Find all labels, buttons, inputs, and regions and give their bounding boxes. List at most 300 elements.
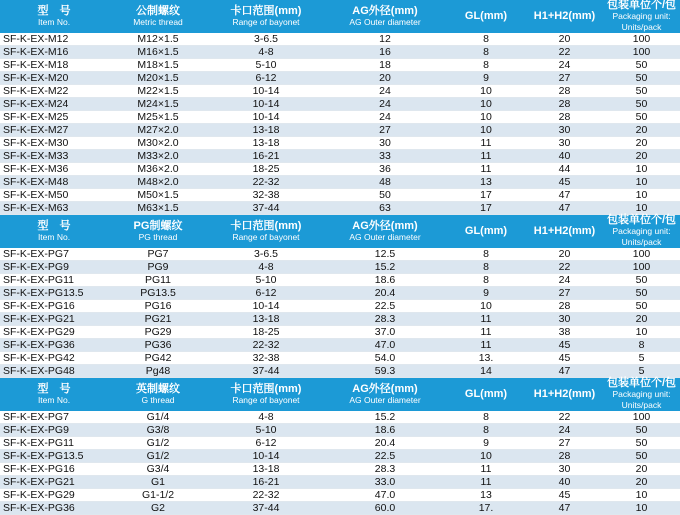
cell-item-no: SF-K-EX-M30	[0, 137, 108, 150]
cell-bayonet-range: 5-10	[208, 59, 324, 72]
cell-gl: 17	[446, 189, 526, 202]
header-label-cn: 型 号	[37, 382, 71, 395]
header-h1-h2	[526, 215, 603, 249]
cell-ag-outer-diameter: 20	[324, 72, 446, 85]
cell-item-no: SF-K-EX-PG36	[0, 339, 108, 352]
cell-gl: 11	[446, 163, 526, 176]
table-row	[0, 72, 680, 85]
cell-packaging-unit: 50	[603, 287, 680, 300]
cell-h1-h2: 28	[526, 98, 603, 111]
header-thread	[108, 215, 208, 249]
table-row	[0, 33, 680, 46]
header-label-en: Item No.	[37, 16, 71, 27]
cell-ag-outer-diameter: 16	[324, 46, 446, 59]
header-label-en: Packaging unit: Units/pack	[612, 226, 671, 247]
cell-ag-outer-diameter: 18.6	[324, 274, 446, 287]
cell-packaging-unit: 50	[603, 300, 680, 313]
header-label-cn: 包装单位个/包	[606, 377, 677, 389]
cell-packaging-unit: 50	[603, 72, 680, 85]
header-packaging-unit	[603, 0, 680, 33]
cell-h1-h2: 28	[526, 85, 603, 98]
cell-packaging-unit: 100	[603, 248, 680, 261]
cell-bayonet-range: 10-14	[208, 111, 324, 124]
header-label-en: Packaging unit: Units/pack	[612, 389, 671, 410]
table-row	[0, 59, 680, 72]
cell-packaging-unit: 10	[603, 189, 680, 202]
cell-packaging-unit: 50	[603, 111, 680, 124]
cell-thread: M63×1.5	[108, 202, 208, 215]
cell-ag-outer-diameter: 37.0	[324, 326, 446, 339]
cell-ag-outer-diameter: 28.3	[324, 463, 446, 476]
cell-packaging-unit: 50	[603, 85, 680, 98]
cell-thread: M22×1.5	[108, 85, 208, 98]
cell-item-no: SF-K-EX-PG48	[0, 365, 108, 378]
cell-thread: PG13.5	[108, 287, 208, 300]
cell-h1-h2: 40	[526, 150, 603, 163]
cell-thread: M36×2.0	[108, 163, 208, 176]
cell-gl: 10	[446, 300, 526, 313]
table-row	[0, 163, 680, 176]
cell-gl: 10	[446, 111, 526, 124]
cell-packaging-unit: 8	[603, 339, 680, 352]
cell-h1-h2: 38	[526, 326, 603, 339]
header-label-en: Item No.	[37, 394, 71, 405]
cell-gl: 11	[446, 150, 526, 163]
cell-bayonet-range: 13-18	[208, 137, 324, 150]
header-gl	[446, 378, 526, 412]
header-label-en: Metric thread	[133, 16, 183, 27]
cell-bayonet-range: 32-38	[208, 189, 324, 202]
cell-h1-h2: 45	[526, 352, 603, 365]
cell-bayonet-range: 18-25	[208, 163, 324, 176]
header-label-cn: 卡口范围(mm)	[230, 219, 302, 232]
header-ag-outer-diameter	[324, 378, 446, 412]
cell-h1-h2: 47	[526, 365, 603, 378]
cell-gl: 10	[446, 124, 526, 137]
cell-packaging-unit: 50	[603, 450, 680, 463]
header-label-cn: H1+H2(mm)	[533, 388, 596, 400]
cell-thread: M33×2.0	[108, 150, 208, 163]
cell-item-no: SF-K-EX-PG42	[0, 352, 108, 365]
header-label-cn: 卡口范围(mm)	[230, 382, 302, 395]
table-row	[0, 274, 680, 287]
header-gl	[446, 215, 526, 249]
cell-h1-h2: 24	[526, 274, 603, 287]
cell-ag-outer-diameter: 12	[324, 33, 446, 46]
header-label-cn: 型 号	[37, 219, 71, 232]
cell-gl: 11	[446, 476, 526, 489]
cell-ag-outer-diameter: 22.5	[324, 300, 446, 313]
cell-h1-h2: 30	[526, 124, 603, 137]
cell-bayonet-range: 4-8	[208, 411, 324, 424]
cell-thread: Pg48	[108, 365, 208, 378]
cell-packaging-unit: 10	[603, 502, 680, 515]
cell-gl: 11	[446, 313, 526, 326]
cell-ag-outer-diameter: 18.6	[324, 424, 446, 437]
cell-gl: 11	[446, 463, 526, 476]
cell-gl: 8	[446, 424, 526, 437]
cell-item-no: SF-K-EX-PG36	[0, 502, 108, 515]
header-gl	[446, 0, 526, 33]
cell-item-no: SF-K-EX-M48	[0, 176, 108, 189]
cell-thread: G3/4	[108, 463, 208, 476]
cell-thread: G1	[108, 476, 208, 489]
cell-bayonet-range: 22-32	[208, 489, 324, 502]
cell-ag-outer-diameter: 18	[324, 59, 446, 72]
header-label-cn: H1+H2(mm)	[533, 225, 596, 237]
cell-thread: PG7	[108, 248, 208, 261]
header-bayonet-range	[208, 215, 324, 249]
cell-item-no: SF-K-EX-PG13.5	[0, 287, 108, 300]
cell-thread: PG21	[108, 313, 208, 326]
cell-packaging-unit: 50	[603, 274, 680, 287]
table-row	[0, 46, 680, 59]
cell-thread: M12×1.5	[108, 33, 208, 46]
cell-packaging-unit: 20	[603, 137, 680, 150]
cell-item-no: SF-K-EX-PG9	[0, 261, 108, 274]
cell-thread: G1/2	[108, 450, 208, 463]
cell-item-no: SF-K-EX-M16	[0, 46, 108, 59]
cell-bayonet-range: 16-21	[208, 150, 324, 163]
cell-bayonet-range: 5-10	[208, 274, 324, 287]
cell-ag-outer-diameter: 50	[324, 189, 446, 202]
cell-item-no: SF-K-EX-M50	[0, 189, 108, 202]
cell-bayonet-range: 32-38	[208, 352, 324, 365]
cell-packaging-unit: 10	[603, 202, 680, 215]
cell-gl: 13	[446, 176, 526, 189]
header-label-cn: 卡口范围(mm)	[230, 4, 302, 17]
cell-gl: 8	[446, 411, 526, 424]
cell-gl: 9	[446, 287, 526, 300]
cell-h1-h2: 22	[526, 46, 603, 59]
cell-thread: M30×2.0	[108, 137, 208, 150]
cell-h1-h2: 45	[526, 176, 603, 189]
cell-thread: PG36	[108, 339, 208, 352]
header-label-cn: 包装单位个/包	[606, 0, 677, 11]
cell-item-no: SF-K-EX-PG7	[0, 248, 108, 261]
cell-gl: 9	[446, 437, 526, 450]
cell-ag-outer-diameter: 59.3	[324, 365, 446, 378]
cell-ag-outer-diameter: 27	[324, 124, 446, 137]
table-row	[0, 300, 680, 313]
header-h1-h2	[526, 0, 603, 33]
cell-ag-outer-diameter: 28.3	[324, 313, 446, 326]
cell-packaging-unit: 20	[603, 313, 680, 326]
cell-item-no: SF-K-EX-M36	[0, 163, 108, 176]
section-header-row	[0, 215, 680, 249]
cell-h1-h2: 20	[526, 248, 603, 261]
table-row	[0, 339, 680, 352]
table-row	[0, 98, 680, 111]
cell-bayonet-range: 10-14	[208, 98, 324, 111]
cell-h1-h2: 27	[526, 437, 603, 450]
cell-item-no: SF-K-EX-PG29	[0, 326, 108, 339]
header-label-cn: AG外径(mm)	[352, 4, 418, 17]
cell-h1-h2: 30	[526, 313, 603, 326]
header-ag-outer-diameter	[324, 0, 446, 33]
cell-bayonet-range: 10-14	[208, 85, 324, 98]
table-row	[0, 411, 680, 424]
cell-packaging-unit: 100	[603, 46, 680, 59]
cell-gl: 17.	[446, 502, 526, 515]
cell-bayonet-range: 13-18	[208, 313, 324, 326]
cell-packaging-unit: 100	[603, 33, 680, 46]
cell-item-no: SF-K-EX-PG11	[0, 437, 108, 450]
cell-h1-h2: 47	[526, 189, 603, 202]
cell-gl: 8	[446, 46, 526, 59]
cell-packaging-unit: 100	[603, 411, 680, 424]
header-packaging-unit	[603, 378, 680, 412]
table-row	[0, 437, 680, 450]
header-label-en: Range of bayonet	[232, 231, 300, 242]
cell-h1-h2: 27	[526, 287, 603, 300]
table-row	[0, 111, 680, 124]
header-thread	[108, 378, 208, 412]
cell-thread: M16×1.5	[108, 46, 208, 59]
cell-thread: G2	[108, 502, 208, 515]
table-row	[0, 313, 680, 326]
cell-h1-h2: 40	[526, 476, 603, 489]
header-label-cn: 型 号	[37, 4, 71, 17]
table-row	[0, 176, 680, 189]
cell-h1-h2: 24	[526, 424, 603, 437]
header-label-cn: GL(mm)	[464, 10, 508, 22]
header-thread	[108, 0, 208, 33]
cell-ag-outer-diameter: 15.2	[324, 411, 446, 424]
cell-packaging-unit: 50	[603, 59, 680, 72]
cell-bayonet-range: 37-44	[208, 202, 324, 215]
table-row	[0, 489, 680, 502]
cell-h1-h2: 22	[526, 261, 603, 274]
cell-item-no: SF-K-EX-PG16	[0, 300, 108, 313]
header-label-cn: GL(mm)	[464, 388, 508, 400]
table-row	[0, 189, 680, 202]
table-row	[0, 248, 680, 261]
cell-gl: 10	[446, 450, 526, 463]
cell-gl: 13	[446, 489, 526, 502]
table-row	[0, 476, 680, 489]
cell-gl: 11	[446, 137, 526, 150]
cell-packaging-unit: 10	[603, 326, 680, 339]
table-row	[0, 424, 680, 437]
header-label-en: G thread	[141, 394, 175, 405]
cell-bayonet-range: 22-32	[208, 176, 324, 189]
cell-item-no: SF-K-EX-PG16	[0, 463, 108, 476]
cell-bayonet-range: 3-6.5	[208, 33, 324, 46]
cell-thread: M50×1.5	[108, 189, 208, 202]
cell-item-no: SF-K-EX-M22	[0, 85, 108, 98]
header-label-en: AG Outer diameter	[349, 231, 421, 242]
cell-h1-h2: 24	[526, 59, 603, 72]
cell-h1-h2: 28	[526, 300, 603, 313]
cell-ag-outer-diameter: 33	[324, 150, 446, 163]
cell-packaging-unit: 10	[603, 163, 680, 176]
cell-gl: 8	[446, 274, 526, 287]
table-row	[0, 352, 680, 365]
header-bayonet-range	[208, 0, 324, 33]
cell-ag-outer-diameter: 24	[324, 85, 446, 98]
cell-ag-outer-diameter: 36	[324, 163, 446, 176]
cell-ag-outer-diameter: 33.0	[324, 476, 446, 489]
cell-thread: G1-1/2	[108, 489, 208, 502]
table-row	[0, 137, 680, 150]
cell-item-no: SF-K-EX-M20	[0, 72, 108, 85]
cell-item-no: SF-K-EX-M27	[0, 124, 108, 137]
cell-ag-outer-diameter: 47.0	[324, 339, 446, 352]
table-row	[0, 85, 680, 98]
header-ag-outer-diameter	[324, 215, 446, 249]
header-label-cn: 英制螺纹	[136, 382, 180, 395]
cell-h1-h2: 44	[526, 163, 603, 176]
cell-packaging-unit: 5	[603, 352, 680, 365]
table-row	[0, 326, 680, 339]
table-row	[0, 450, 680, 463]
cell-thread: G1/4	[108, 411, 208, 424]
cell-packaging-unit: 10	[603, 176, 680, 189]
cell-h1-h2: 30	[526, 463, 603, 476]
cell-h1-h2: 20	[526, 33, 603, 46]
cell-h1-h2: 45	[526, 489, 603, 502]
cell-bayonet-range: 6-12	[208, 72, 324, 85]
cell-ag-outer-diameter: 24	[324, 111, 446, 124]
header-label-cn: 包装单位个/包	[606, 214, 677, 226]
table-row	[0, 150, 680, 163]
cell-thread: M20×1.5	[108, 72, 208, 85]
cell-packaging-unit: 50	[603, 437, 680, 450]
cell-packaging-unit: 10	[603, 489, 680, 502]
cell-item-no: SF-K-EX-PG11	[0, 274, 108, 287]
header-label-cn: H1+H2(mm)	[533, 10, 596, 22]
cell-thread: M48×2.0	[108, 176, 208, 189]
cell-packaging-unit: 50	[603, 98, 680, 111]
cell-ag-outer-diameter: 54.0	[324, 352, 446, 365]
cell-gl: 17	[446, 202, 526, 215]
cell-thread: M18×1.5	[108, 59, 208, 72]
cell-item-no: SF-K-EX-M12	[0, 33, 108, 46]
cell-thread: PG9	[108, 261, 208, 274]
cell-ag-outer-diameter: 63	[324, 202, 446, 215]
table-row	[0, 365, 680, 378]
cell-bayonet-range: 10-14	[208, 300, 324, 313]
cell-h1-h2: 28	[526, 111, 603, 124]
header-label-en: Item No.	[37, 231, 71, 242]
cell-thread: PG42	[108, 352, 208, 365]
header-item-no	[0, 0, 108, 33]
cell-thread: M27×2.0	[108, 124, 208, 137]
cell-item-no: SF-K-EX-PG7	[0, 411, 108, 424]
cell-bayonet-range: 37-44	[208, 502, 324, 515]
cell-item-no: SF-K-EX-PG29	[0, 489, 108, 502]
cell-h1-h2: 22	[526, 411, 603, 424]
cell-gl: 11	[446, 326, 526, 339]
cell-ag-outer-diameter: 12.5	[324, 248, 446, 261]
cell-ag-outer-diameter: 20.4	[324, 287, 446, 300]
cell-packaging-unit: 20	[603, 150, 680, 163]
cell-ag-outer-diameter: 60.0	[324, 502, 446, 515]
header-h1-h2	[526, 378, 603, 412]
header-label-cn: GL(mm)	[464, 225, 508, 237]
cell-gl: 8	[446, 33, 526, 46]
cell-thread: G1/2	[108, 437, 208, 450]
cell-bayonet-range: 10-14	[208, 450, 324, 463]
cell-item-no: SF-K-EX-M18	[0, 59, 108, 72]
cell-item-no: SF-K-EX-M33	[0, 150, 108, 163]
cell-packaging-unit: 50	[603, 424, 680, 437]
header-label-en: AG Outer diameter	[349, 394, 421, 405]
header-label-cn: AG外径(mm)	[352, 382, 418, 395]
cell-bayonet-range: 16-21	[208, 476, 324, 489]
cell-packaging-unit: 20	[603, 476, 680, 489]
cell-gl: 14	[446, 365, 526, 378]
cell-bayonet-range: 22-32	[208, 339, 324, 352]
table-row	[0, 287, 680, 300]
table-row	[0, 502, 680, 515]
cell-packaging-unit: 100	[603, 261, 680, 274]
cell-h1-h2: 47	[526, 202, 603, 215]
header-label-en: AG Outer diameter	[349, 16, 421, 27]
cell-item-no: SF-K-EX-PG9	[0, 424, 108, 437]
section-header-row	[0, 0, 680, 33]
cell-item-no: SF-K-EX-M25	[0, 111, 108, 124]
header-label-en: Range of bayonet	[232, 16, 300, 27]
cell-gl: 11	[446, 339, 526, 352]
cell-item-no: SF-K-EX-PG21	[0, 313, 108, 326]
cell-gl: 9	[446, 72, 526, 85]
cell-ag-outer-diameter: 20.4	[324, 437, 446, 450]
cell-thread: PG16	[108, 300, 208, 313]
cell-gl: 8	[446, 59, 526, 72]
section-header-row	[0, 378, 680, 412]
cell-thread: PG11	[108, 274, 208, 287]
header-packaging-unit	[603, 215, 680, 249]
cell-item-no: SF-K-EX-M24	[0, 98, 108, 111]
header-label-cn: AG外径(mm)	[352, 219, 418, 232]
cell-bayonet-range: 37-44	[208, 365, 324, 378]
header-label-cn: 公制螺纹	[136, 4, 180, 17]
header-label-en: Packaging unit: Units/pack	[612, 11, 671, 32]
header-label-en: Range of bayonet	[232, 394, 300, 405]
cell-bayonet-range: 6-12	[208, 437, 324, 450]
header-item-no	[0, 378, 108, 412]
table-row	[0, 463, 680, 476]
cell-gl: 10	[446, 85, 526, 98]
table-row	[0, 202, 680, 215]
cell-bayonet-range: 5-10	[208, 424, 324, 437]
cell-thread: PG29	[108, 326, 208, 339]
cell-bayonet-range: 4-8	[208, 46, 324, 59]
cell-bayonet-range: 13-18	[208, 463, 324, 476]
cell-item-no: SF-K-EX-PG13.5	[0, 450, 108, 463]
header-label-en: PG thread	[138, 231, 178, 242]
cell-packaging-unit: 20	[603, 463, 680, 476]
cell-packaging-unit: 5	[603, 365, 680, 378]
cell-gl: 8	[446, 261, 526, 274]
cell-h1-h2: 30	[526, 137, 603, 150]
cell-bayonet-range: 6-12	[208, 287, 324, 300]
cell-h1-h2: 27	[526, 72, 603, 85]
cell-thread: G3/8	[108, 424, 208, 437]
cell-bayonet-range: 18-25	[208, 326, 324, 339]
cell-packaging-unit: 20	[603, 124, 680, 137]
cell-bayonet-range: 13-18	[208, 124, 324, 137]
cell-ag-outer-diameter: 48	[324, 176, 446, 189]
cell-thread: M25×1.5	[108, 111, 208, 124]
cell-bayonet-range: 4-8	[208, 261, 324, 274]
cell-bayonet-range: 3-6.5	[208, 248, 324, 261]
table-row	[0, 261, 680, 274]
cell-ag-outer-diameter: 22.5	[324, 450, 446, 463]
cell-h1-h2: 28	[526, 450, 603, 463]
